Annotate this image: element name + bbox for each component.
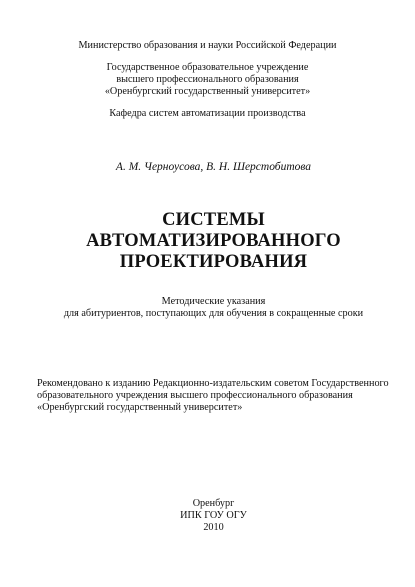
university-line-1: Государственное образовательное учреждение	[106, 62, 309, 73]
imprint-city: Оренбург	[192, 498, 235, 509]
university-line-3: «Оренбургский государственный университет»	[104, 86, 311, 97]
recommendation-line-1: Рекомендовано к изданию Редакционно-издательским советом Государственного	[37, 378, 389, 389]
document-title-line-1: СИСТЕМЫ	[162, 210, 265, 230]
authors: А. М. Черноусова, В. Н. Шерстобитова	[115, 161, 312, 173]
department-line: Кафедра систем автоматизации производства	[109, 108, 306, 119]
subtitle-line-2: для абитуриентов, поступающих для обучения в сокращенные сроки	[63, 308, 364, 319]
subtitle-line-1: Методические указания	[161, 296, 266, 307]
document-title-line-2: АВТОМАТИЗИРОВАННОГО	[86, 231, 341, 251]
imprint-year: 2010	[203, 522, 224, 533]
imprint-publisher: ИПК ГОУ ОГУ	[180, 510, 247, 521]
recommendation-line-2: образовательного учреждения высшего профессионального образования	[37, 390, 353, 401]
document-title-line-3: ПРОЕКТИРОВАНИЯ	[119, 252, 308, 272]
recommendation-line-3: «Оренбургский государственный университет»	[37, 402, 243, 413]
ministry-line: Министерство образования и науки Российской Федерации	[78, 40, 337, 51]
university-line-2: высшего профессионального образования	[116, 74, 299, 85]
